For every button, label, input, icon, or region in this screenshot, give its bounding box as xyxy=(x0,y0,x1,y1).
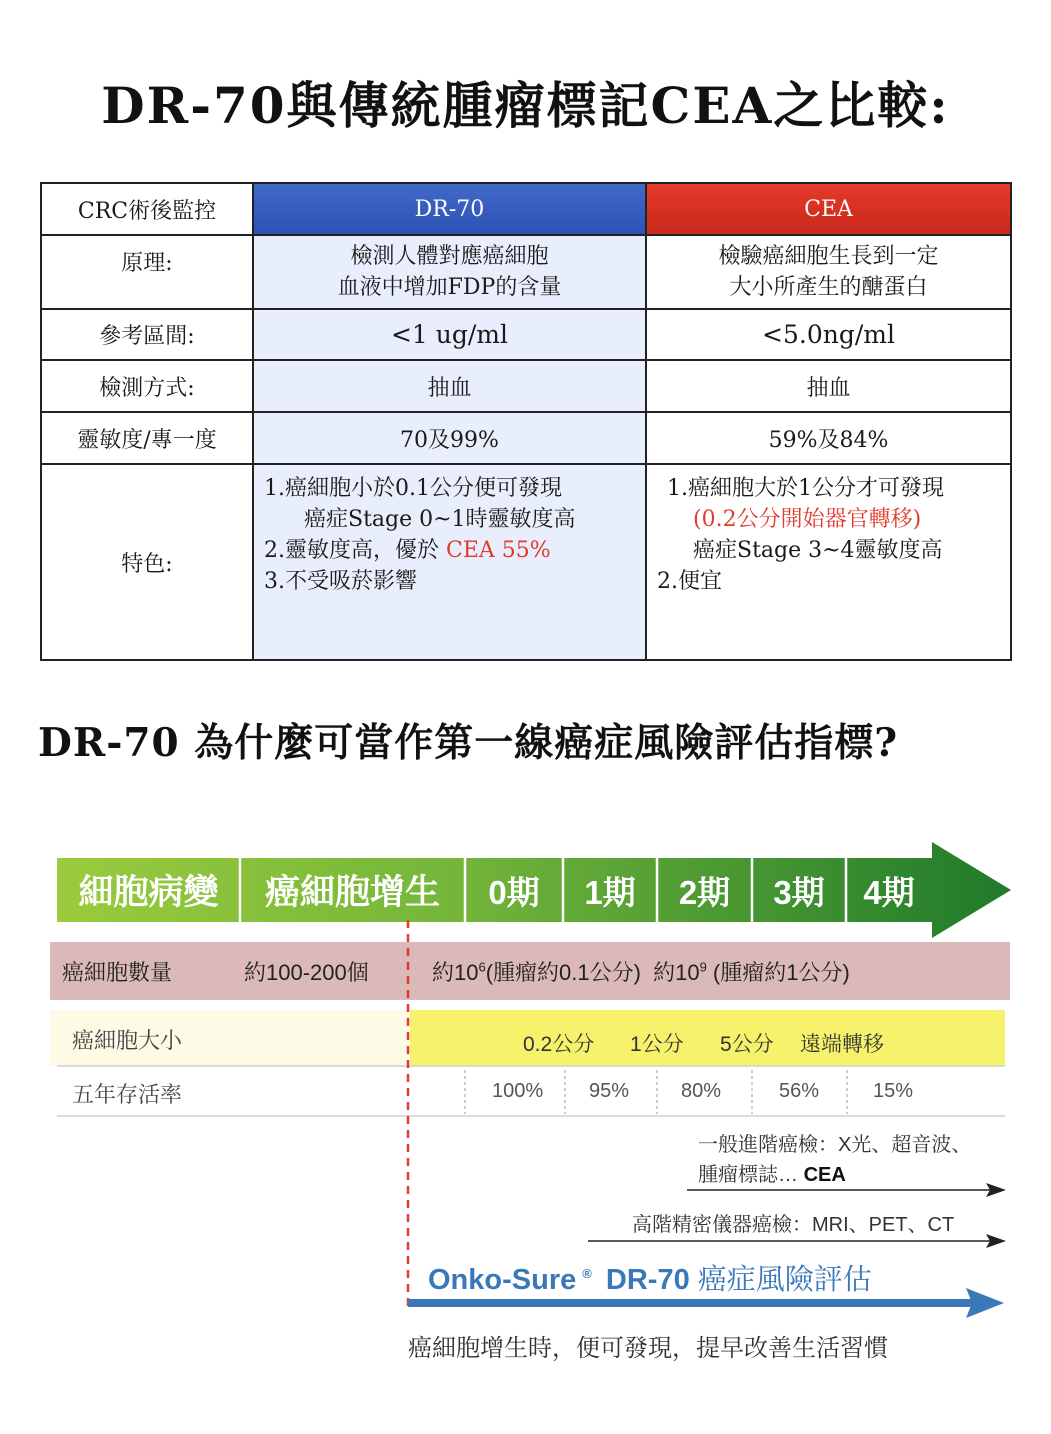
row-label: 靈敏度/專一度 xyxy=(41,412,253,464)
survival-value: 95% xyxy=(589,1080,630,1102)
row-label: 參考區間: xyxy=(41,309,253,360)
feature-line: 1.癌細胞小於0.1公分便可發現 xyxy=(264,476,562,501)
cea-cell: 59%及84% xyxy=(646,412,1011,464)
cell-count-value: 約100-200個 xyxy=(244,960,369,985)
footer-note: 癌細胞增生時，便可發現，提早改善生活習慣 xyxy=(408,1335,888,1362)
cell-line: 檢測人體對應癌細胞 xyxy=(350,244,549,269)
count-text: (腫瘤約0.1公分) xyxy=(485,960,641,985)
cell-size-band xyxy=(410,1010,1005,1066)
stage-1: 1期 xyxy=(584,873,636,911)
header-dr70: DR-70 xyxy=(253,183,646,235)
cell-line: 大小所產生的醣蛋白 xyxy=(729,275,928,300)
survival-value: 80% xyxy=(681,1080,722,1102)
stage-proliferation: 癌細胞增生 xyxy=(264,873,440,912)
feature-line: 2.便宜 xyxy=(657,569,722,594)
dr70-cell: 70及99% xyxy=(253,412,646,464)
general-exam-text xyxy=(698,1158,846,1187)
size-value: 0.2公分 xyxy=(523,1033,595,1056)
survival-value: 56% xyxy=(779,1080,820,1102)
onko-text: 癌症風險評估 xyxy=(697,1264,872,1296)
general-exam-text: 一般進階癌檢：X光、超音波、 xyxy=(698,1134,972,1156)
dr70-cell: 抽血 xyxy=(253,360,646,412)
survival-value: 100% xyxy=(492,1080,544,1102)
advanced-exam-text: 高階精密儀器癌檢：MRI、PET、CT xyxy=(632,1214,955,1236)
stage-cell-lesion: 細胞病變 xyxy=(78,873,219,912)
cea-cell: <5.0ng/ml xyxy=(646,309,1011,360)
cell-line: 血液中增加FDP的含量 xyxy=(337,275,562,300)
row-label: 原理: xyxy=(41,235,253,309)
count-exponent: 6 xyxy=(478,959,486,975)
count-exponent: 9 xyxy=(699,959,707,975)
header-crc: CRC術後監控 xyxy=(41,183,253,235)
count-text: (腫瘤約1公分) xyxy=(706,960,850,985)
stage-4: 4期 xyxy=(863,873,915,911)
exam-text: 腫瘤標誌… xyxy=(698,1164,804,1186)
feature-line: 3.不受吸菸影響 xyxy=(264,569,417,594)
feature-text: 2.靈敏度高，優於 xyxy=(264,538,446,563)
row-label: 檢測方式: xyxy=(41,360,253,412)
cell-count-range xyxy=(432,956,850,987)
feature-line: 癌症Stage 3~4靈敏度高 xyxy=(693,538,943,563)
survival-value: 15% xyxy=(873,1080,914,1102)
cell-count-label: 癌細胞數量 xyxy=(62,960,173,985)
size-value: 1公分 xyxy=(630,1033,684,1056)
dr70-cell: <1 ug/ml xyxy=(253,309,646,360)
exam-cea: CEA xyxy=(803,1164,846,1186)
section-title: DR-70 為什麼可當作第一線癌症風險評估指標? xyxy=(38,720,899,766)
cea-cell: 抽血 xyxy=(646,360,1011,412)
onko-brand: Onko-Sure xyxy=(428,1264,577,1296)
count-text: 約10 xyxy=(432,960,479,985)
size-value: 5公分 xyxy=(720,1033,774,1056)
main-title: DR-70與傳統腫瘤標記CEA之比較: xyxy=(101,76,950,135)
feature-line: 1.癌細胞大於1公分才可發現 xyxy=(667,476,944,501)
onko-sure-label xyxy=(428,1257,872,1298)
feature-line: 癌症Stage 0~1時靈敏度高 xyxy=(304,507,576,532)
stage-2: 2期 xyxy=(678,873,731,911)
feature-highlight: (0.2公分開始器官轉移) xyxy=(693,507,922,532)
onko-product: DR-70 xyxy=(605,1264,690,1296)
stage-0: 0期 xyxy=(488,873,540,911)
header-cea: CEA xyxy=(646,183,1011,235)
stage-3: 3期 xyxy=(773,873,825,911)
count-text: 約10 xyxy=(653,960,700,985)
cell-size-label: 癌細胞大小 xyxy=(72,1028,183,1053)
row-label: 特色: xyxy=(41,464,253,660)
cell-line: 檢驗癌細胞生長到一定 xyxy=(718,244,939,269)
feature-highlight: CEA 55% xyxy=(445,538,551,563)
survival-label: 五年存活率 xyxy=(72,1082,183,1107)
size-value: 遠端轉移 xyxy=(800,1033,884,1056)
registered-mark: ® xyxy=(582,1266,592,1282)
